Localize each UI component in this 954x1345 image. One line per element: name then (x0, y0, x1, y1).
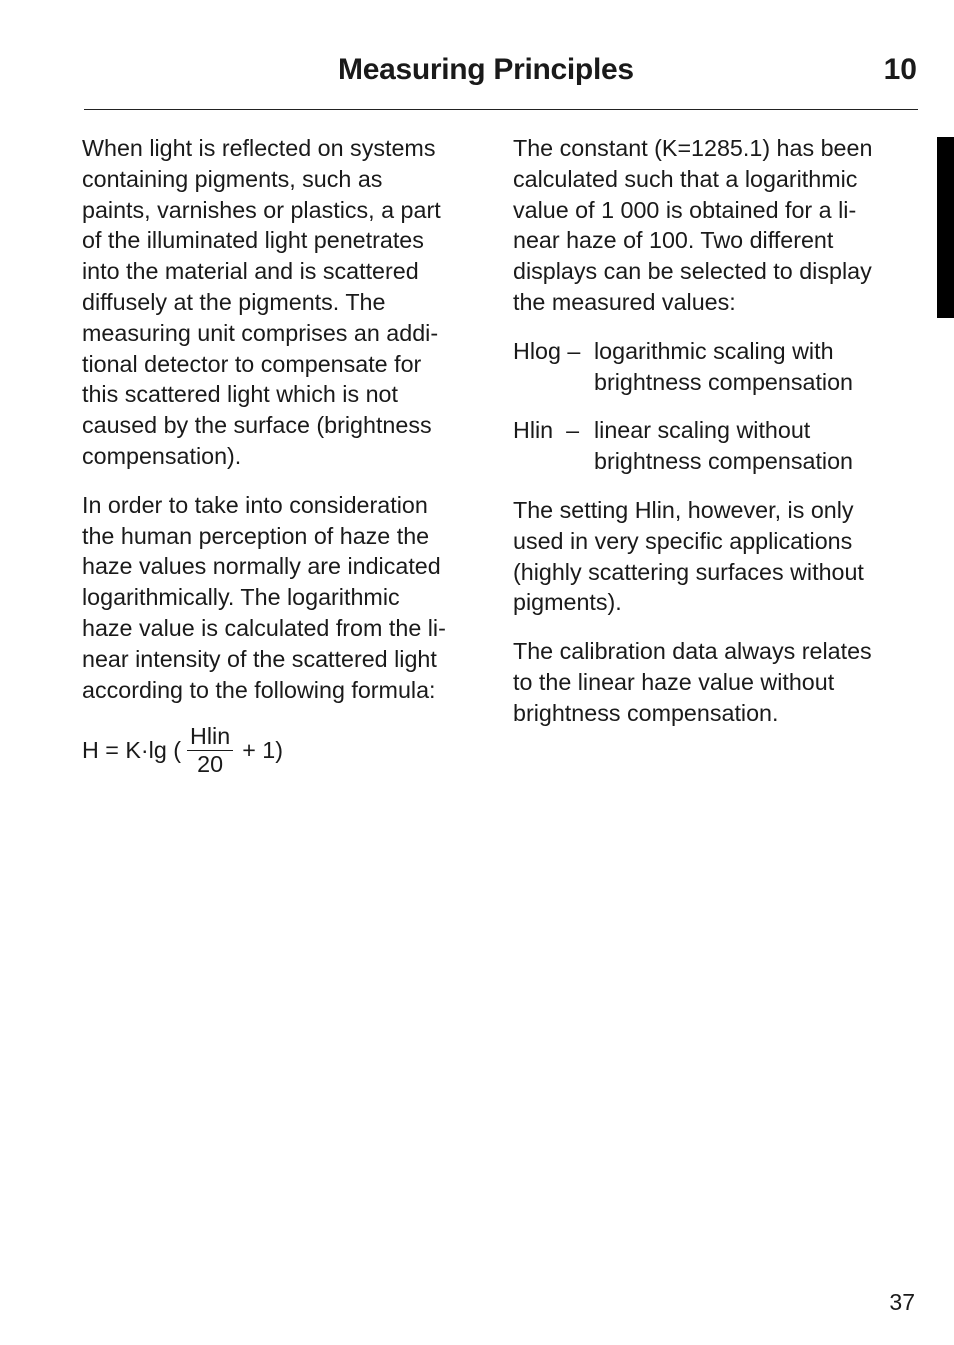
definition-hlin (513, 415, 923, 477)
definition-description: linear scaling without brightness compensation (594, 417, 854, 475)
paragraph-calibration: The calibration data always relates to the linear haze value without brightness compensation. (513, 638, 872, 726)
definition-description: logarithmic scaling with brightness compensation (594, 337, 854, 395)
left-column (82, 133, 487, 778)
paragraph-constant: The constant (K=1285.1) has been calculated such that a logarithmic value of 1 000 is obtained for a li- near haze of 100. Two different displays can be selected to display the measured values: (513, 135, 873, 315)
definition-hlog (513, 336, 923, 398)
formula-denominator: 20 (197, 751, 224, 778)
definition-term: Hlin – (513, 417, 580, 444)
paragraph-logarithmic-haze: In order to take into consideration the human perception of haze the haze values normally are indicated logarithmically. The logarithmic haze value is calculated from the li- near intensity of the scattered light according to the following formula: (82, 491, 446, 703)
page-title: Measuring Principles (338, 53, 634, 86)
page-number: 37 (889, 1289, 915, 1315)
formula-fraction (187, 723, 233, 778)
right-column (513, 133, 923, 747)
definition-term: Hlog – (513, 337, 581, 364)
chapter-number: 10 (883, 53, 917, 86)
formula-prefix: H = K·lg ( (82, 737, 182, 764)
formula-numerator: Hlin (187, 723, 233, 751)
paragraph-hlin-setting: The setting Hlin, however, is only used in very specific applications (highly scattering surfaces without pigments). (513, 496, 864, 616)
chapter-thumb-tab (937, 137, 954, 318)
formula-suffix: + 1) (242, 737, 283, 764)
paragraph-brightness-compensation: When light is reflected on systems containing pigments, such as paints, varnishes or plastics, a part of the illuminated light penetrates into the material and is scattered diffusely at the pigments. The measuring unit comprises an addi- tional detector to compensate for this scattered light which is not caused by the surface (brightness compensation). (82, 135, 441, 469)
haze-formula (82, 723, 487, 778)
header-divider (84, 109, 918, 110)
